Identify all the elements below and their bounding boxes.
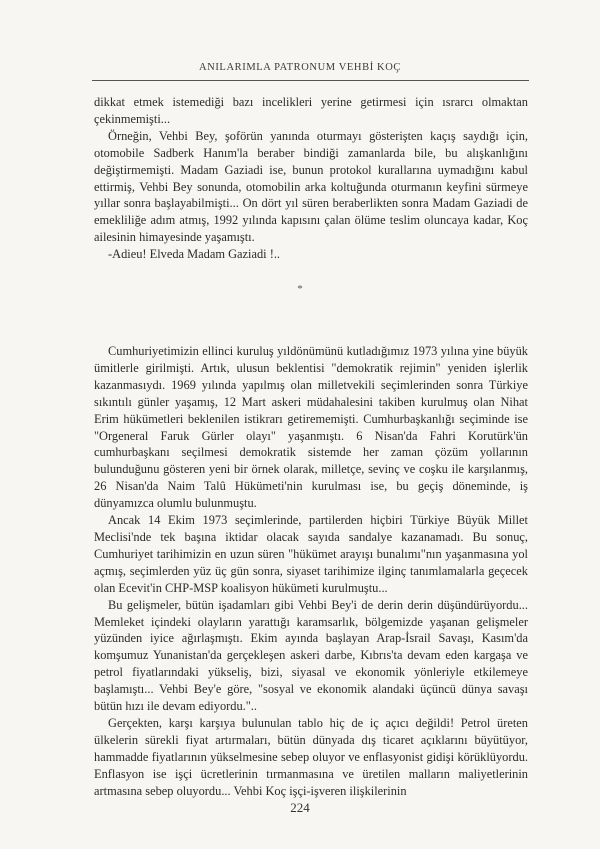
paragraph: -Adieu! Elveda Madam Gaziadi !.. <box>108 247 281 262</box>
paragraph: Cumhuriyetimizin ellinci kuruluş yıldönümünü kutladığımız 1973 yılına yine büyük ümitlerle girilmişti. Artık, ulusun beklentisi "demokratik rejimin" yeniden işlerlik kazanmasıydı. 1969 yılında yapılmış olan milletvekili seçimlerinden sonra Türkiye sıkıntılı günler yaşamış, 12 Mart askeri müdahalesini takiben kurulmuş olan Nihat Erim hükümetleri beklenilen istikrarı getirememişti. Cumhurbaşkanlığı seçiminde ise "Orgeneral Faruk Gürler olayı" yaşanmıştı. 6 Nisan'da Fahri Korutürk'ün cumhurbaşkanı seçilmesi demokratik sistemde her zaman çözüm yollarının bulunduğunu gösteren yeni bir örnek olarak, milletçe, sevinç ve coşku ile karşılanmış, 26 Nisan'da Naim Talû Hükümeti'nin kurulması ise, bu geçiş döneminde, iş dünyamızca olumlu bulunmuştu. <box>94 344 528 511</box>
text-block-continuation <box>94 94 528 263</box>
paragraph: Bu gelişmeler, bütün işadamları gibi Vehbi Bey'i de derin derin düşündürüyordu... Memleket içindeki olayların yarattığı karamsarlık, bölgemizde yaşanan gelişmeler yüzünden iyice ağırlaşmıştı. Ekim ayında başlayan Arap-İsrail Savaşı, Kasım'da komşumuz Yunanistan'da gerçekleşen askeri darbe, Kıbrıs'ta devam eden kargaşa ve petrol fiyatlarındaki yükseliş, bizi, siyasal ve ekonomik yönleriyle etkilemeye başlamıştı... Vehbi Bey'e göre, "sosyal ve ekonomik alandaki üçüncü dünya savaşı bütün hızı ile devam ediyordu.".. <box>94 597 528 714</box>
paragraph: Ancak 14 Ekim 1973 seçimlerinde, partilerden hiçbiri Türkiye Büyük Millet Meclisi'nde tek başına iktidar olacak sayıda sandalye kazanamadı. Bu sonuç, Cumhuriyet tarihimizin en uzun süren "hükümet arayışı bunalımı"nın yaşanmasına yol açmış, seçimlerden yüz üç gün sonra, siyaset tarihimize ilginç tanımlamalarla geçecek olan Ecevit'in CHP-MSP koalisyon hükümeti kurulmuştu... <box>94 513 528 595</box>
text-block-main <box>94 343 528 799</box>
paragraph: Gerçekten, karşı karşıya bulunulan tablo hiç de iç açıcı değildi! Petrol üreten ülkelerin sürekli fiyat artırmaları, bütün dünyada dış ticaret açıklarını büyütüyor, hammadde fiyatlarının yükselmesine sebep oluyor ve enflasyonist gidişi körüklüyordu. Enflasyon ise işçi ücretlerinin tırmanmasına ve üretilen malların maliyetlerinin artmasına sebep oluyordu... Vehbi Koç işçi-işveren ilişkilerinin <box>94 715 528 798</box>
header-rule <box>92 80 529 81</box>
running-header: ANILARIMLA PATRONUM VEHBİ KOÇ <box>198 62 402 73</box>
page-number: 224 <box>290 800 310 815</box>
section-separator: * <box>297 283 303 295</box>
paragraph: dikkat etmek istemediği bazı incelikleri yerine getirmesi için ısrarcı olmaktan çekinmemişti... <box>94 95 528 126</box>
paragraph: Örneğin, Vehbi Bey, şoförün yanında oturmayı gösterişten kaçış saydığı için, otomobile Sadberk Hanım'la beraber bindiği zamanlarda bile, bu alışkanlığını değiştirmemişti. Madam Gaziadi ise, bunun protokol kurallarına uymadığını kabul ettirmiş, Vehbi Bey sonunda, otomobilin arka koltuğunda oturmanın keyfini sürmeye yıllar sonra başlayabilmişti... On dört yıl süren beraberlikten sonra Madam Gaziadi de emekliliğe adım atmış, 1992 yılında kapısını çalan ölüme teslim oluncaya kadar, Koç ailesinin himayesinde yaşamıştı. <box>94 128 528 245</box>
